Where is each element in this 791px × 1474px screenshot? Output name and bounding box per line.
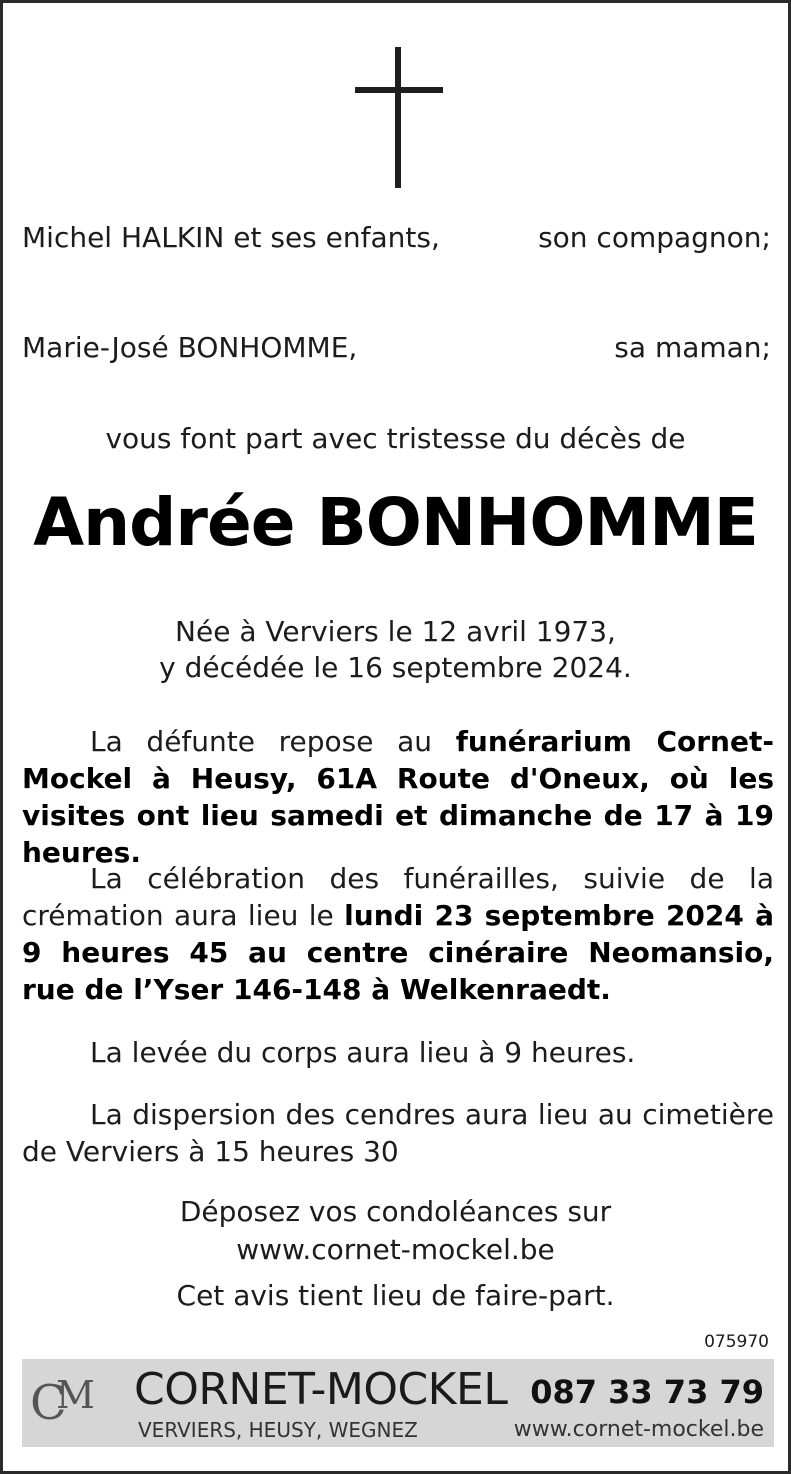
- announcement-intro: vous font part avec tristesse du décès de: [105, 422, 686, 455]
- repose-text: La défunte repose au: [90, 725, 456, 758]
- body-removal-paragraph: La levée du corps aura lieu à 9 heures.: [90, 1036, 636, 1069]
- cross-horizontal-bar: [355, 87, 443, 93]
- family-member-relation: sa maman;: [614, 331, 771, 364]
- faire-part-note: Cet avis tient lieu de faire-part.: [176, 1279, 615, 1312]
- family-member-name: Marie-José BONHOMME,: [22, 331, 358, 364]
- funeral-home-phone[interactable]: 087 33 73 79: [530, 1373, 764, 1411]
- repose-location: funérarium Cornet-Mockel à Heusy, 61A Route d'Oneux, où les visites ont lieu samedi et dimanche de 17 à 19 heures.: [22, 725, 774, 869]
- death-info: y décédée le 16 septembre 2024.: [159, 651, 632, 684]
- funeral-paragraph: [22, 860, 774, 1008]
- cross-vertical-bar: [395, 47, 401, 188]
- birth-info: Née à Verviers le 12 avril 1973,: [175, 615, 616, 648]
- funeral-home-name: CORNET-MOCKEL: [134, 1364, 508, 1415]
- condolences-website-link[interactable]: www.cornet-mockel.be: [236, 1233, 555, 1266]
- funeral-text: La célébration des funérailles, suivie de la crémation aura lieu le: [22, 862, 774, 932]
- family-member-relation: son compagnon;: [538, 221, 771, 254]
- reference-number: 075970: [704, 1332, 769, 1352]
- ashes-dispersion-paragraph: La dispersion des cendres aura lieu au cimetière de Verviers à 15 heures 30: [22, 1098, 774, 1168]
- family-member-name: Michel HALKIN et ses enfants,: [22, 221, 440, 254]
- deceased-name: Andrée BONHOMME: [33, 484, 758, 561]
- logo-c-letter: C: [30, 1375, 67, 1431]
- funeral-home-locations: VERVIERS, HEUSY, WEGNEZ: [138, 1418, 418, 1442]
- funeral-home-website-link[interactable]: www.cornet-mockel.be: [513, 1417, 764, 1442]
- funeral-details: lundi 23 septembre 2024 à 9 heures 45 au centre cinéraire Neomansio, rue de l’Yser 146-148 à Welkenraedt.: [22, 899, 774, 1006]
- logo-m-letter: M: [56, 1373, 95, 1417]
- condolences-text: Déposez vos condoléances sur: [179, 1195, 612, 1228]
- funeral-home-banner: [22, 1359, 774, 1447]
- repose-paragraph: [22, 723, 774, 871]
